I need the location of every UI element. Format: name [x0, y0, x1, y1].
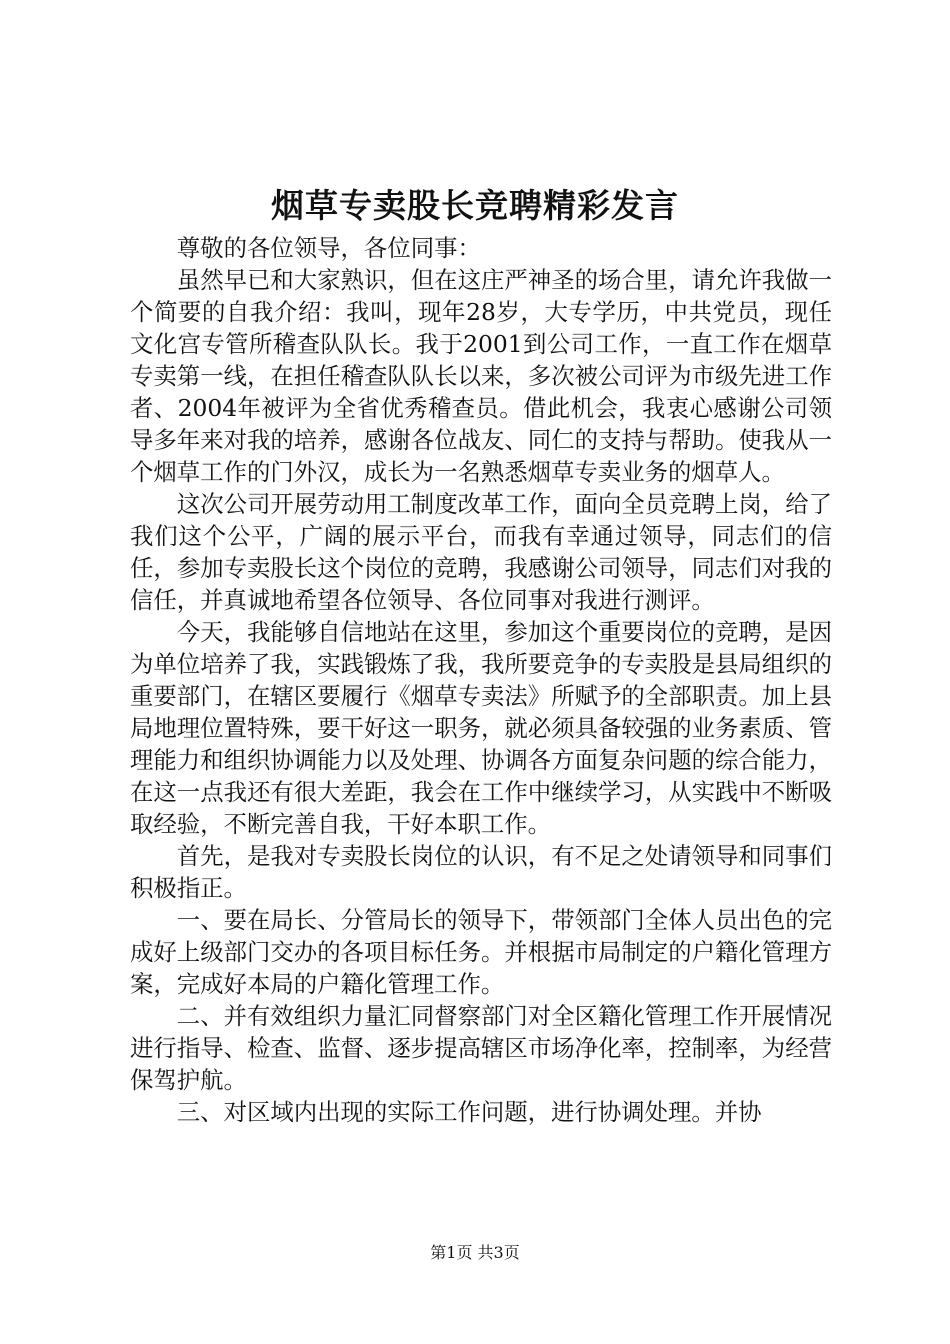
body-paragraph: 二、并有效组织力量汇同督察部门对全区籍化管理工作开展情况进行指导、检查、监督、逐步提高辖区市场净化率，控制率，为经营保驾护航。 [130, 1002, 832, 1094]
body-paragraph: 虽然早已和大家熟识，但在这庄严神圣的场合里，请允许我做一个简要的自我介绍：我叫，现年28岁，大专学历，中共党员，现任文化宫专管所稽查队队长。我于2001到公司工作，一直工作在烟草专卖第一线，在担任稽查队队长以来，多次被公司评为市级先进工作者、2004年被评为全省优秀稽查员。借此机会，我衷心感谢公司领导多年来对我的培养，感谢各位战友、同仁的支持与帮助。使我从一个烟草工作的门外汉，成长为一名熟悉烟草专卖业务的烟草人。 [130, 266, 832, 486]
body-paragraph: 今天，我能够自信地站在这里，参加这个重要岗位的竞聘，是因为单位培养了我，实践锻炼了我，我所要竞争的专卖股是县局组织的重要部门，在辖区要履行《烟草专卖法》所赋予的全部职责。加上县局地理位置特殊，要干好这一职务，就必须具备较强的业务素质、管理能力和组织协调能力以及处理、协调各方面复杂问题的综合能力，在这一点我还有很大差距，我会在工作中继续学习，从实践中不断吸取经验，不断完善自我，干好本职工作。 [130, 618, 832, 838]
document-title: 烟草专卖股长竞聘精彩发言 [271, 186, 679, 225]
salutation-paragraph: 尊敬的各位领导，各位同事： [176, 234, 481, 262]
body-paragraph: 这次公司开展劳动用工制度改革工作，面向全员竞聘上岗，给了我们这个公平，广阔的展示平台，而我有幸通过领导，同志们的信任，参加专卖股长这个岗位的竞聘，我感谢公司领导，同志们对我的信任，并真诚地希望各位领导、各位同事对我进行测评。 [130, 490, 832, 614]
page-footer: 第1页 共3页 [430, 1243, 520, 1262]
body-paragraph: 三、对区域内出现的实际工作问题，进行协调处理。并协 [176, 1098, 762, 1126]
document-body [130, 232, 832, 1128]
body-paragraph: 一、要在局长、分管局长的领导下，带领部门全体人员出色的完成好上级部门交办的各项目标任务。并根据市局制定的户籍化管理方案，完成好本局的户籍化管理工作。 [130, 906, 832, 998]
body-paragraph: 首先，是我对专卖股长岗位的认识，有不足之处请领导和同事们积极指正。 [130, 842, 832, 902]
